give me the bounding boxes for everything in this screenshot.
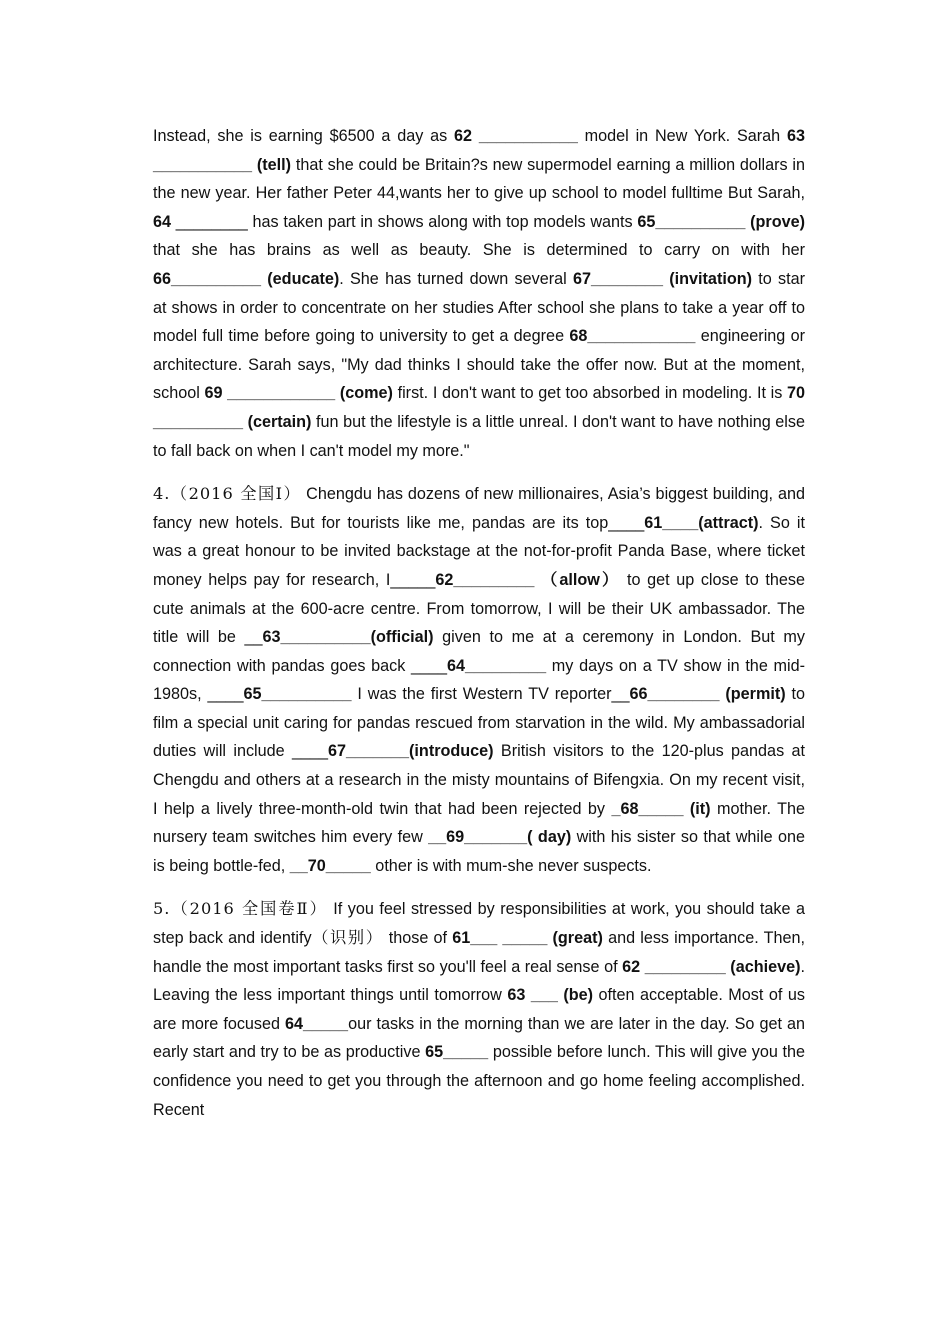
passage-text: I was the first Western TV reporter__ xyxy=(351,685,630,704)
blank-with-hint: 63 ___ (be) xyxy=(507,986,594,1005)
passage-text: 5.（2016 全国卷Ⅱ） xyxy=(153,899,328,919)
passage-text: . She has turned down several xyxy=(339,269,573,288)
passage-text: and less importance. Then, handle the most important tasks first so you'll feel a real sense of xyxy=(153,929,806,976)
blank-with-hint: 66__________ (educate) xyxy=(153,269,340,288)
document-page xyxy=(153,122,805,1139)
passage-text: often acceptable. Most of us are more focused xyxy=(153,986,805,1033)
blank-with-hint: 66________ (permit) xyxy=(629,685,786,704)
passage-text: model in New York. Sarah xyxy=(577,127,787,145)
blank-with-hint: 61___ _____ (great) xyxy=(452,929,603,948)
passage-text: with his sister so that while one is being bottle-fed, xyxy=(153,828,805,875)
passage-text: to film a special unit caring for pandas rescued from starvation in the wild. My ambassadorial duties will include ____ xyxy=(153,685,806,761)
passage-4-paragraph xyxy=(153,480,805,880)
blank-with-hint: 67_______(introduce) xyxy=(328,742,494,761)
blank-with-hint: 67________ (invitation) xyxy=(572,269,752,288)
passage-text: 4.（2016 全国Ⅰ） xyxy=(153,484,302,504)
blank-with-hint: 68____________ xyxy=(569,327,696,346)
passage-text: （识别） xyxy=(311,928,384,948)
passage-text: that she could be Britain?s new supermodel earning a million dollars in the new year. Her father Peter 44,wants her to give up school to model fulltime But Sarah, xyxy=(153,155,805,203)
blank-with-hint: 65__________ (prove) xyxy=(637,212,805,231)
passage-text: mother. The nursery team switches him every few xyxy=(153,799,805,847)
blank-with-hint: 62_________ （allow） xyxy=(435,570,621,589)
passage-3-continuation-paragraph xyxy=(153,122,805,465)
blank-with-hint: 61____(attract) xyxy=(644,513,759,532)
blank-with-hint: 63 ___________ (tell) xyxy=(153,127,805,174)
blank-with-hint: 64_________ xyxy=(447,656,547,675)
passage-text: our tasks in the morning than we are later in the day. So get an early start and try to be as productive xyxy=(153,1014,805,1062)
passage-text: Instead, she is earning $6500 a day as xyxy=(153,127,455,145)
blank-with-hint: 62 _________ (achieve) xyxy=(622,957,801,976)
blank-with-hint: __69_______( day) xyxy=(428,828,572,847)
passage-5-paragraph xyxy=(153,895,805,1124)
blank-with-hint: 63__________(official) xyxy=(262,628,434,647)
passage-text: ________ has taken part in shows along with top models wants xyxy=(171,212,638,231)
passage-text: those of xyxy=(383,929,453,948)
blank-with-hint: _68_____ (it) xyxy=(611,799,711,818)
passage-text: engineering or architecture. Sarah says, "My dad thinks I should take the offer now. But at the moment, school xyxy=(153,327,805,403)
passage-text: other is with mum-she never suspects. xyxy=(370,856,652,875)
blank-with-hint: 64_____ xyxy=(285,1014,349,1033)
passage-text: . Leaving the less important things until tomorrow xyxy=(153,957,805,1005)
blank-with-hint: 62 ___________ xyxy=(454,127,578,145)
blank-with-hint: 70 __________ (certain) xyxy=(153,384,805,431)
blank-with-hint: 69 ____________ (come) xyxy=(204,384,393,403)
blank-with-hint: 64 xyxy=(153,212,172,231)
passage-text: . So it was a great honour to be invited backstage at the not-for-profit Panda Base, where ticket money helps pay for research, I_____ xyxy=(153,513,805,589)
passage-text: to get up close to these cute animals at the 600-acre centre. From tomorrow, I will be their UK ambassador. The title will be __ xyxy=(153,570,805,647)
passage-text: given to me at a ceremony in London. But my connection with pandas goes back ____ xyxy=(153,628,805,675)
passage-text: first. I don't want to get too absorbed in modeling. It is xyxy=(392,384,787,403)
passage-text: that she has brains as well as beauty. She is determined to carry on with her xyxy=(153,241,805,260)
passage-text: fun but the lifestyle is a little unreal. I don't want to have nothing else to fall back on when I can't model my more." xyxy=(153,412,805,460)
blank-with-hint: 65__________ xyxy=(243,685,352,704)
passage-text: If you feel stressed by responsibilities at work, you should take a step back and identify xyxy=(153,900,805,948)
passage-text: possible before lunch. This will give you the confidence you need to get you through the afternoon and go home feeling accomplished. Recent xyxy=(153,1043,806,1119)
blank-with-hint: 65_____ xyxy=(425,1043,489,1062)
passage-text: to star at shows in order to concentrate on her studies After school she plans to take a year off to model full time before going to university to get a degree xyxy=(153,269,805,346)
passage-text: British visitors to the 120-plus pandas at Chengdu and others at a research in the misty mountains of Bifengxia. On my recent visit, I help a lively three-month-old twin that had been rejected by xyxy=(153,742,805,818)
passage-text: Chengdu has dozens of new millionaires, Asia’s biggest building, and fancy new hotels. But for tourists like me, pandas are its top____ xyxy=(153,485,805,532)
passage-text: my days on a TV show in the mid-1980s, ____ xyxy=(153,656,805,704)
blank-with-hint: __70_____ xyxy=(289,856,371,875)
